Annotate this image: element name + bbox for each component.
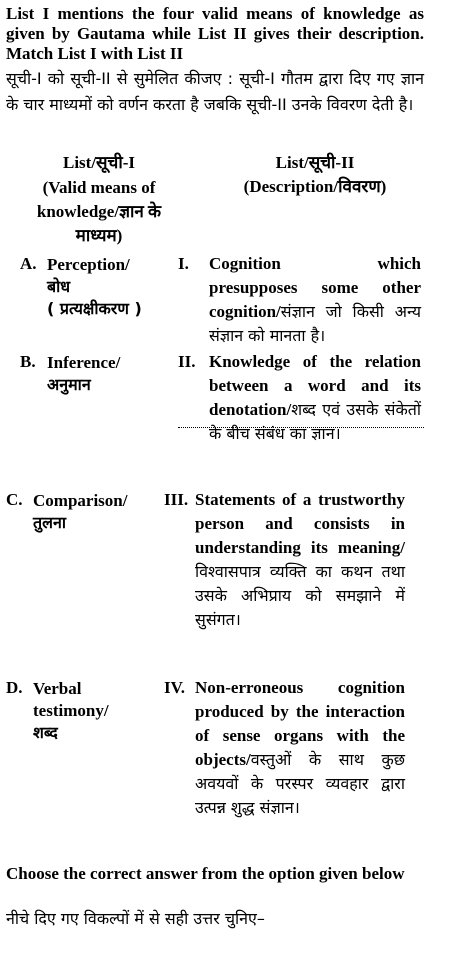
- row-c-item-hi: तुलना: [33, 513, 66, 532]
- row-d-mark: D.: [6, 678, 23, 697]
- row-d-roman: IV.: [164, 678, 185, 697]
- row-c-desc: [195, 488, 405, 632]
- row-b-desc-hi: शब्द एवं उसके संकेतों के बीच संबंध का ज्ञान।: [209, 400, 421, 443]
- footer-english: Choose the correct answer from the option given below: [6, 864, 405, 883]
- row-a-mark: A.: [20, 254, 37, 273]
- list2-subheader: (Description/विवरण): [243, 177, 387, 196]
- row-c-item: [33, 490, 163, 534]
- row-a-desc-hi: संज्ञान जो किसी अन्य संज्ञान को मानता है।: [209, 302, 421, 345]
- row-a-roman: I.: [178, 254, 189, 273]
- row-c-roman: III.: [164, 490, 189, 509]
- row-b-desc: [209, 350, 421, 446]
- row-d-desc-en: Non-erroneous cognition produced by the interaction of sense organs with the objects/: [195, 678, 405, 769]
- intro-hindi: सूची-I को सूची-II से सुमेलित कीजए : सूची-I गौतम द्वारा दिए गए ज्ञान के चार माध्यमों को वर्णन करता है जबकि सूची-II उनके विवरण देती है।: [6, 69, 424, 114]
- intro-english: List I mentions the four valid means of knowledge as given by Gautama while List II gives their description. Match List I with List II: [6, 4, 424, 63]
- row-d-desc-hi: वस्तुओं के साथ कुछ अवयवों के परस्पर व्यवहार द्वारा उत्पन्न शुद्ध संज्ञान।: [195, 750, 405, 817]
- row-b-item-en: Inference/: [47, 353, 121, 372]
- row-a-item-extra: ( प्रत्यक्षीकरण ): [47, 299, 142, 318]
- row-a-item-en: Perception/: [47, 255, 130, 274]
- row-a-item-hi: बोध: [47, 277, 71, 296]
- row-a-item: [47, 254, 177, 320]
- row-a-desc-en: Cognition which presupposes some other cognition/: [209, 254, 421, 321]
- row-c-mark: C.: [6, 490, 23, 509]
- row-b-roman: II.: [178, 352, 196, 371]
- row-c-desc-en: Statements of a trustworthy person and consists in understanding its meaning/: [195, 490, 405, 557]
- list2-header: List/सूची-II: [275, 153, 355, 172]
- row-b-item: [47, 352, 177, 396]
- row-a-desc: [209, 252, 421, 348]
- row-d-item-en: Verbal testimony/: [33, 679, 109, 720]
- dotted-divider: [178, 427, 424, 428]
- row-d-item-hi: शब्द: [33, 723, 58, 742]
- list1-subheader: (Valid means of knowledge/ज्ञान के माध्यम): [36, 178, 162, 245]
- row-d-item: [33, 678, 163, 744]
- row-b-mark: B.: [20, 352, 36, 371]
- row-b-item-hi: अनुमान: [47, 375, 91, 394]
- list1-header: List/सूची-I: [62, 153, 136, 172]
- footer-hindi: नीचे दिए गए विकल्पों में से सही उत्तर चुनिए–: [6, 909, 265, 928]
- row-d-desc: [195, 676, 405, 820]
- row-c-desc-hi: विश्वासपात्र व्यक्ति का कथन तथा उसके अभिप्राय को समझाने में सुसंगत।: [195, 562, 405, 629]
- row-c-item-en: Comparison/: [33, 491, 128, 510]
- row-b-desc-en: Knowledge of the relation between a word and its denotation/: [209, 352, 421, 419]
